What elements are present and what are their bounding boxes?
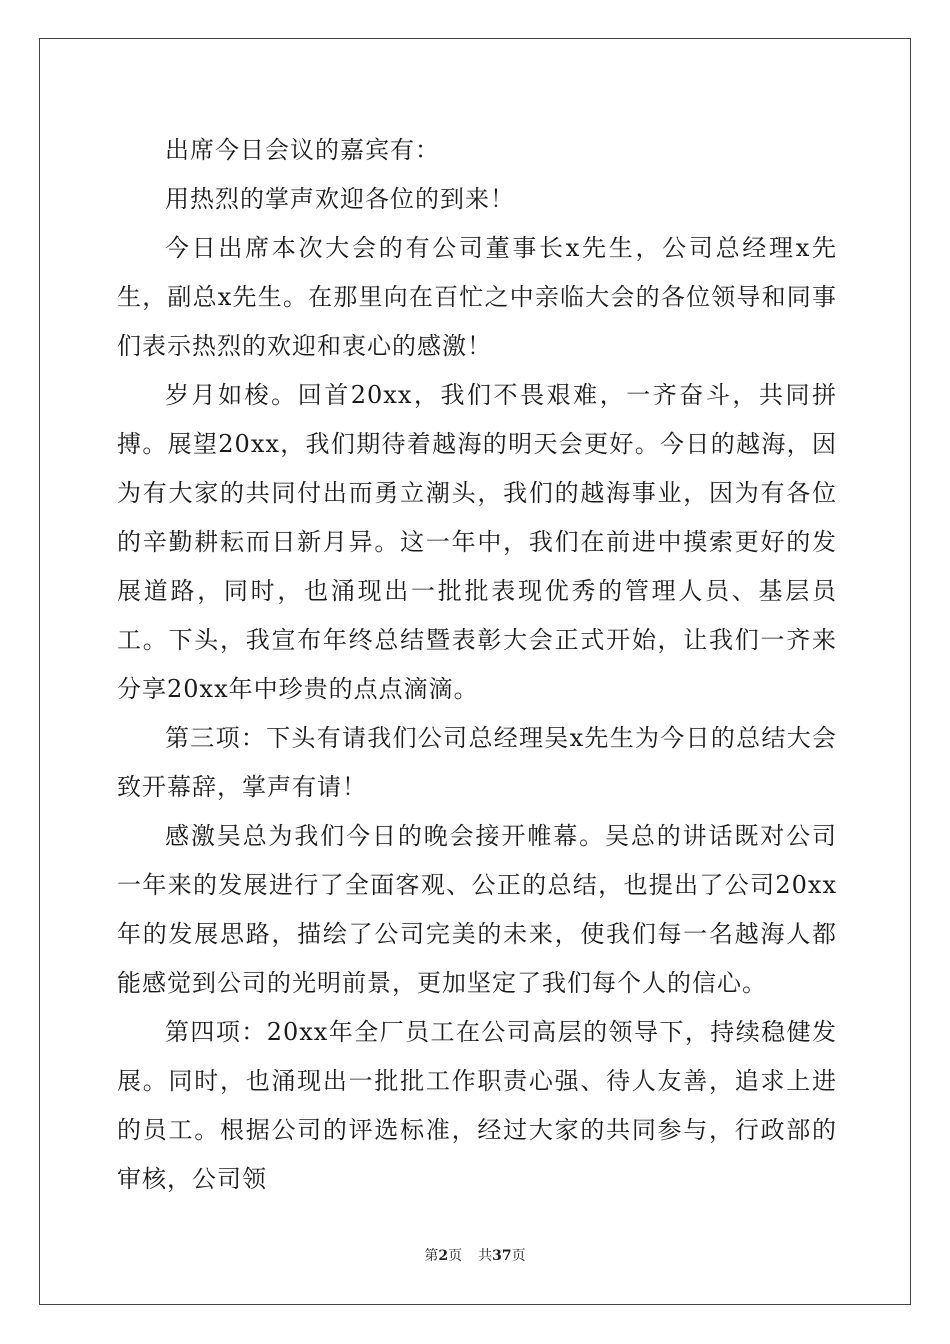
paragraph: 用热烈的掌声欢迎各位的到来！ [165, 185, 515, 213]
document-body [117, 126, 837, 1204]
total-unit: 页 [511, 1248, 526, 1264]
paragraph: 今日出席本次大会的有公司董事长x先生，公司总经理x先生，副总x先生。在那里向在百忙之中亲临大会的各位领导和同事们表示热烈的欢迎和衷心的感激！ [117, 234, 837, 360]
paragraph: 出席今日会议的嘉宾有： [165, 136, 440, 164]
page-footer [0, 1245, 950, 1265]
page-prefix: 第 [424, 1248, 439, 1264]
paragraph: 感激吴总为我们今日的晚会接开帷幕。吴总的讲话既对公司一年来的发展进行了全面客观、公正的总结，也提出了公司20xx年的发展思路，描绘了公司完美的未来，使我们每一名越海人都能感觉到公司的光明前景，更加坚定了我们每个人的信心。 [117, 822, 837, 997]
total-prefix: 共 [478, 1248, 493, 1264]
total-pages-label [478, 1248, 525, 1264]
paragraph: 第三项：下头有请我们公司总经理吴x先生为今日的总结大会致开幕辞，掌声有请！ [117, 724, 837, 801]
page-unit: 页 [448, 1248, 463, 1264]
total-page-number: 37 [492, 1248, 512, 1264]
page-number-label [424, 1248, 462, 1264]
paragraph: 第四项：20xx年全厂员工在公司高层的领导下，持续稳健发展。同时，也涌现出一批批工作职责心强、待人友善，追求上进的员工。根据公司的评选标准，经过大家的共同参与，行政部的审核，公司领 [117, 1018, 837, 1193]
current-page-number: 2 [438, 1248, 449, 1264]
paragraph: 岁月如梭。回首20xx，我们不畏艰难，一齐奋斗，共同拼搏。展望20xx，我们期待着越海的明天会更好。今日的越海，因为有大家的共同付出而勇立潮头，我们的越海事业，因为有各位的辛勤耕耘而日新月异。这一年中，我们在前进中摸索更好的发展道路，同时，也涌现出一批批表现优秀的管理人员、基层员工。下头，我宣布年终总结暨表彰大会正式开始，让我们一齐来分享20xx年中珍贵的点点滴滴。 [117, 381, 837, 703]
